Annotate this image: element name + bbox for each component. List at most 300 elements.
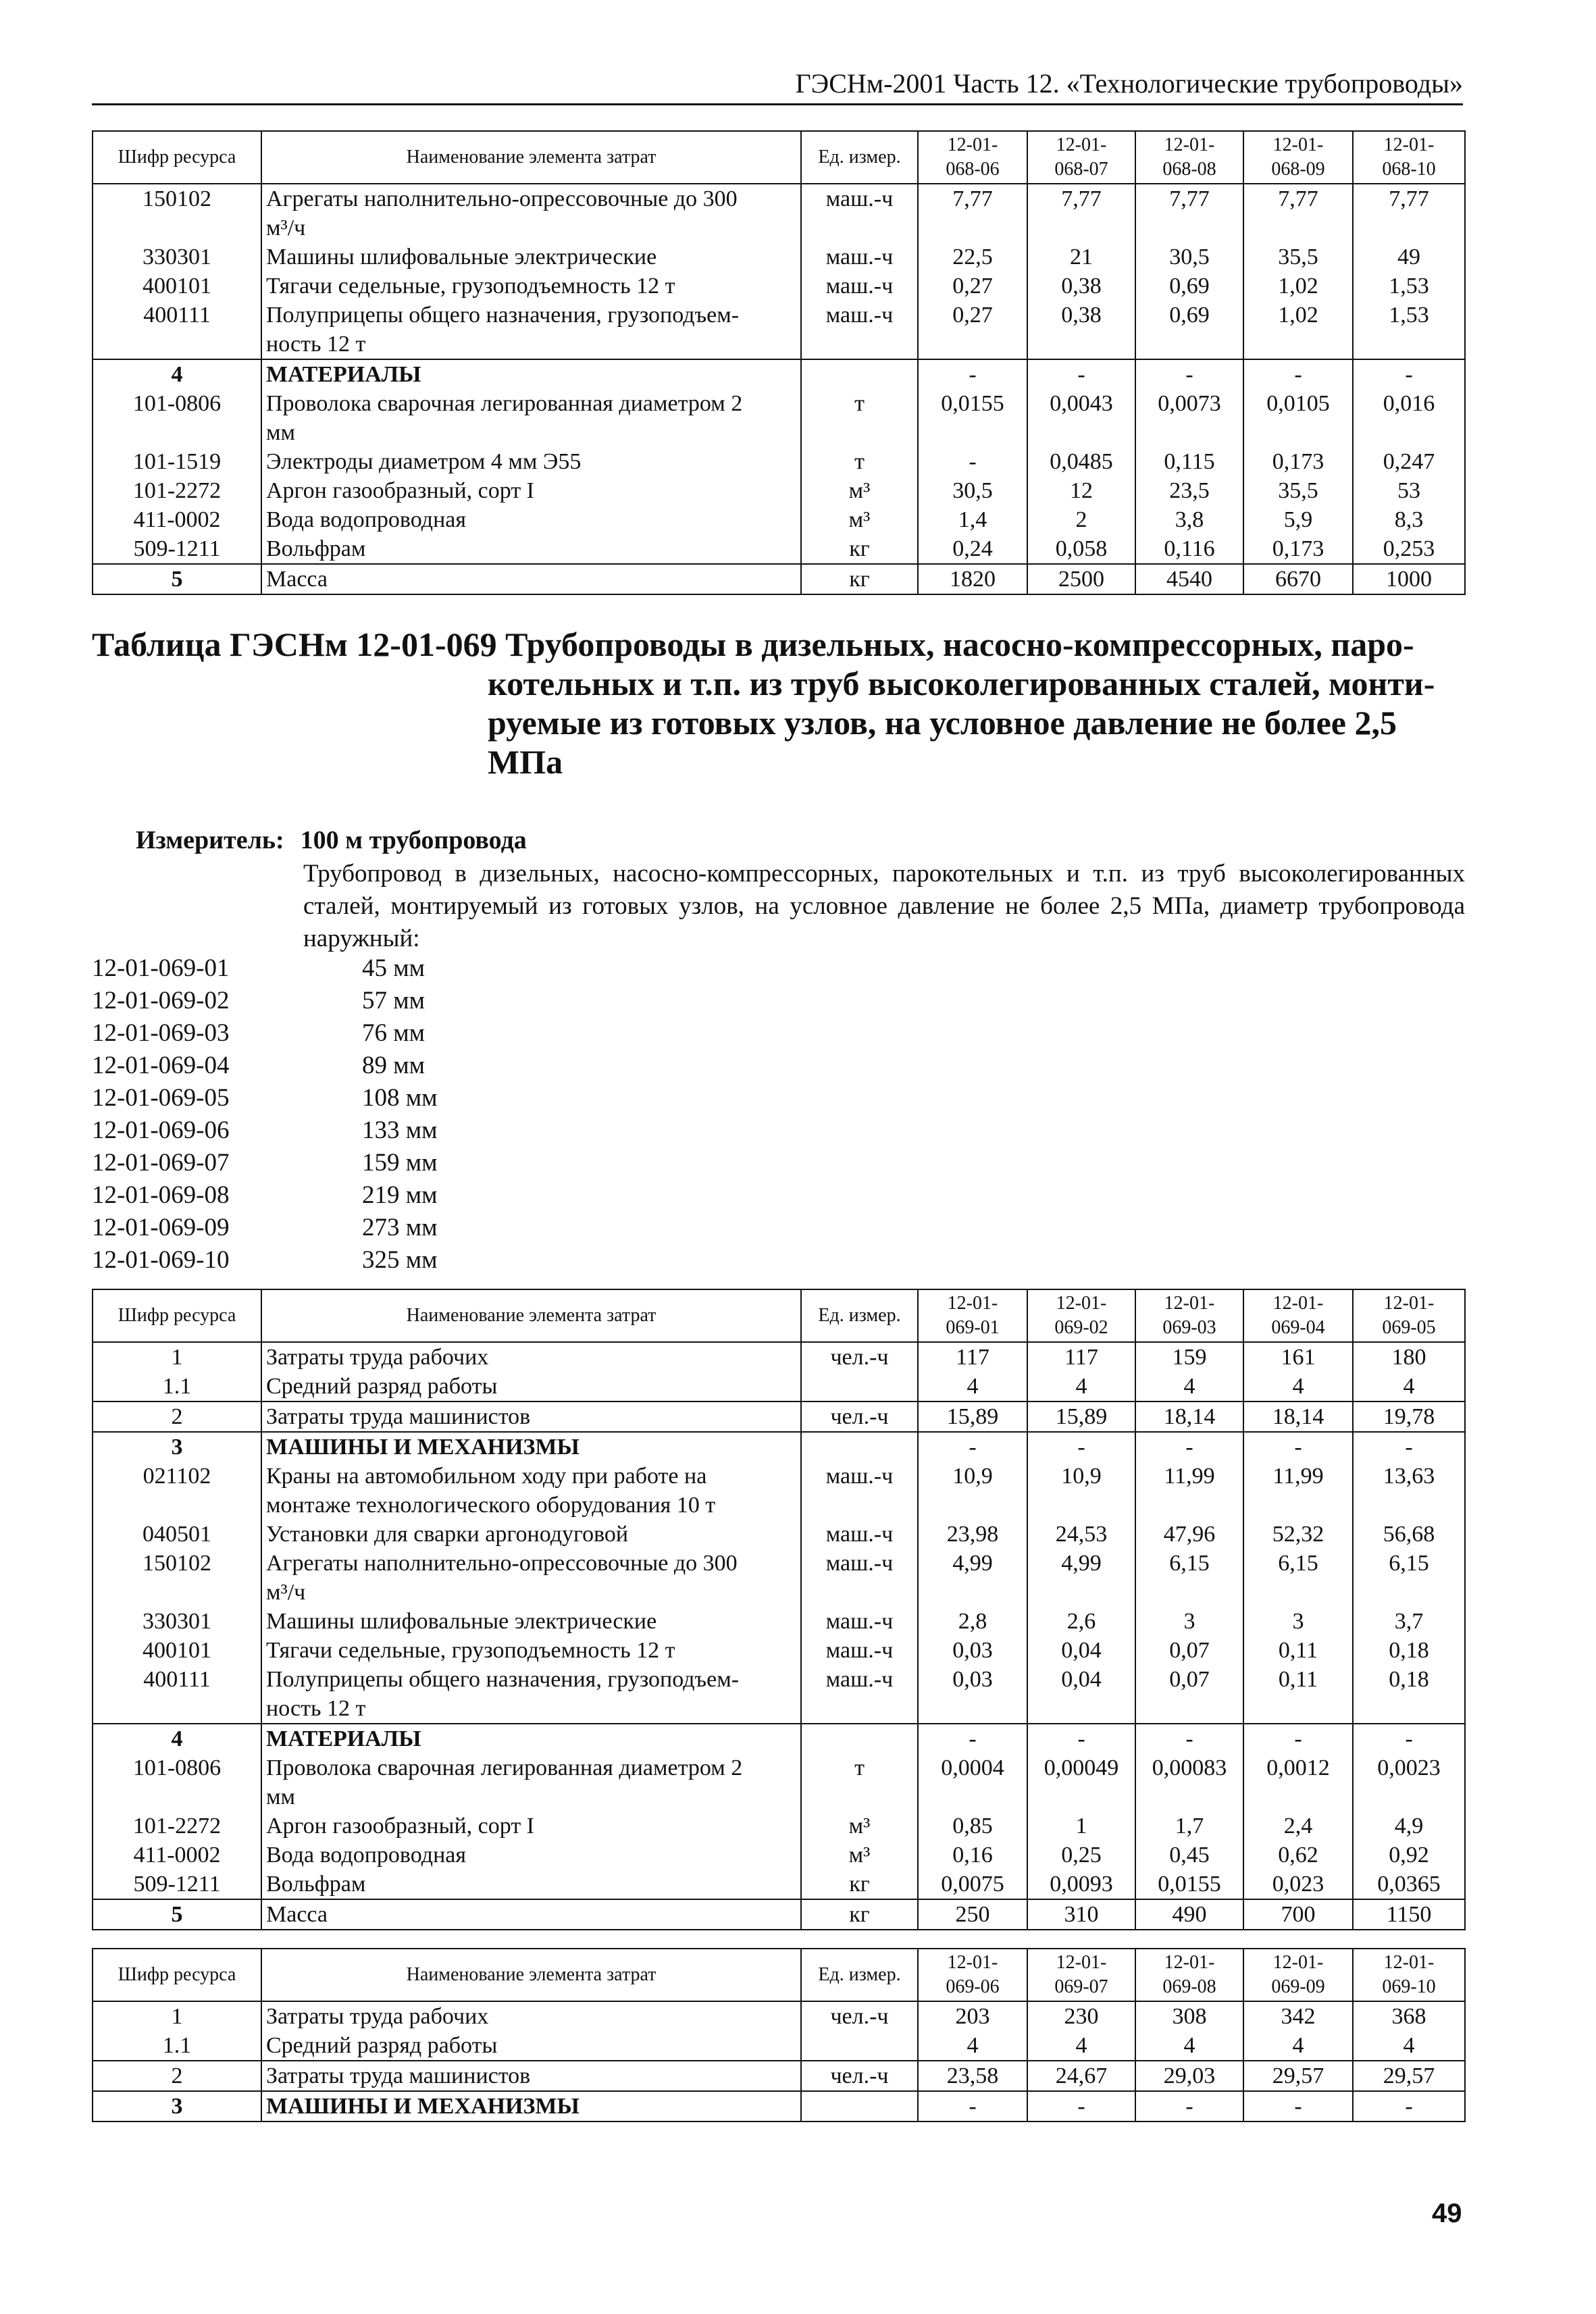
resource-table-068 [92, 130, 1466, 595]
value-cell: 0,247 [1353, 447, 1465, 476]
table-row [93, 534, 1465, 564]
resource-code: 509-1211 [93, 534, 261, 564]
table-row [93, 1342, 1465, 1372]
page-number: 49 [1432, 2199, 1462, 2228]
unit: маш.-ч [801, 184, 918, 242]
list-item [92, 1050, 438, 1082]
value-cell: 1,4 [918, 505, 1027, 534]
row-group [93, 1724, 1465, 1899]
table-row [93, 184, 1465, 242]
resource-name: Краны на автомобильном ходу при работе на монтаже технологического оборудования 10 т [261, 1462, 801, 1520]
value-cell: 0,27 [918, 272, 1027, 301]
value-cell: 21 [1027, 242, 1135, 272]
item-code: 12-01-069-01 [92, 954, 230, 982]
value-cell: - [1027, 1432, 1135, 1462]
unit: т [801, 389, 918, 447]
table-row [93, 2031, 1465, 2061]
item-code: 12-01-069-08 [92, 1181, 230, 1209]
value-cell: 47,96 [1135, 1520, 1243, 1549]
value-cell: - [1135, 359, 1243, 389]
value-cell: 0,24 [918, 534, 1027, 564]
column-header: 12-01- 069-09 [1243, 1949, 1353, 2001]
table-row [93, 1607, 1465, 1636]
row-group [93, 564, 1465, 594]
resource-name: Масса [261, 1899, 801, 1930]
value-cell: 11,99 [1135, 1462, 1243, 1520]
value-cell: 1,53 [1353, 301, 1465, 359]
value-cell: 23,5 [1135, 476, 1243, 505]
table-row [93, 1811, 1465, 1841]
row-group [93, 359, 1465, 564]
unit: чел.-ч [801, 1342, 918, 1372]
value-cell: 15,89 [1027, 1402, 1135, 1432]
item-diameter: 159 мм [362, 1149, 438, 1177]
value-cell: 11,99 [1243, 1462, 1353, 1520]
resource-name: Вода водопроводная [261, 1841, 801, 1870]
resource-code: 330301 [93, 1607, 261, 1636]
row-group [93, 1342, 1465, 1402]
value-cell: 1820 [918, 564, 1027, 594]
table-row [93, 1462, 1465, 1520]
column-header: 12-01- 069-06 [918, 1949, 1027, 2001]
table-row [93, 301, 1465, 359]
table-row [93, 564, 1465, 594]
value-cell: 19,78 [1353, 1402, 1465, 1432]
value-cell: 7,77 [1135, 184, 1243, 242]
value-cell: 3,7 [1353, 1607, 1465, 1636]
value-cell: 4 [1243, 1372, 1353, 1402]
column-header: Ед. измер. [801, 1949, 918, 2001]
column-header: 12-01- 069-01 [918, 1289, 1027, 1342]
column-header: 12-01- 068-10 [1353, 131, 1465, 184]
item-code: 12-01-069-07 [92, 1149, 230, 1177]
value-cell: - [1353, 2091, 1465, 2122]
value-cell: 35,5 [1243, 476, 1353, 505]
value-cell: 0,00083 [1135, 1753, 1243, 1811]
resource-name: МАШИНЫ И МЕХАНИЗМЫ [261, 2091, 801, 2122]
value-cell: 3 [1135, 1607, 1243, 1636]
resource-code: 330301 [93, 242, 261, 272]
resource-code: 101-0806 [93, 389, 261, 447]
value-cell: 24,67 [1027, 2061, 1135, 2091]
value-cell: 13,63 [1353, 1462, 1465, 1520]
value-cell: - [1243, 2091, 1353, 2122]
item-code: 12-01-069-10 [92, 1246, 230, 1274]
resource-code: 5 [93, 1899, 261, 1930]
resource-code: 2 [93, 1402, 261, 1432]
column-header: 12-01- 069-08 [1135, 1949, 1243, 2001]
resource-name: Машины шлифовальные электрические [261, 1607, 801, 1636]
value-cell: 117 [918, 1342, 1027, 1372]
unit [801, 1432, 918, 1462]
table-row [93, 447, 1465, 476]
value-cell: - [1027, 2091, 1135, 2122]
description: Трубопровод в дизельных, насосно-компрессорных, парокотельных и т.п. из труб высоколегированных сталей, монтируемый из готовых узлов, на условное давление не более 2,5 МПа, диаметр трубопровода наружный: [303, 860, 1465, 952]
value-cell: 159 [1135, 1342, 1243, 1372]
value-cell: 30,5 [1135, 242, 1243, 272]
value-cell: 0,0012 [1243, 1753, 1353, 1811]
table-row [93, 242, 1465, 272]
value-cell: 1,53 [1353, 272, 1465, 301]
unit: маш.-ч [801, 1549, 918, 1607]
value-cell: - [1353, 1432, 1465, 1462]
value-cell: 1000 [1353, 564, 1465, 594]
resource-name: Затраты труда рабочих [261, 2001, 801, 2031]
value-cell: 0,85 [918, 1811, 1027, 1841]
unit: м³ [801, 505, 918, 534]
resource-name: МАШИНЫ И МЕХАНИЗМЫ [261, 1432, 801, 1462]
table-row [93, 1520, 1465, 1549]
value-cell: - [1353, 1724, 1465, 1753]
value-cell: 2 [1027, 505, 1135, 534]
unit [801, 2031, 918, 2061]
resource-code: 1.1 [93, 2031, 261, 2061]
value-cell: 0,03 [918, 1636, 1027, 1665]
resource-code: 400101 [93, 1636, 261, 1665]
unit: маш.-ч [801, 1607, 918, 1636]
value-cell: 4 [918, 1372, 1027, 1402]
unit: маш.-ч [801, 1636, 918, 1665]
column-header: 12-01- 069-05 [1353, 1289, 1465, 1342]
resource-name: Затраты труда машинистов [261, 1402, 801, 1432]
table-row [93, 1372, 1465, 1402]
value-cell: 180 [1353, 1342, 1465, 1372]
column-header: 12-01- 068-09 [1243, 131, 1353, 184]
resource-code: 101-2272 [93, 1811, 261, 1841]
value-cell: 0,69 [1135, 272, 1243, 301]
value-cell: 56,68 [1353, 1520, 1465, 1549]
value-cell: 310 [1027, 1899, 1135, 1930]
table-row [93, 505, 1465, 534]
value-cell: 23,58 [918, 2061, 1027, 2091]
item-diameter: 76 мм [362, 1019, 426, 1047]
running-header: ГЭСНм-2001 Часть 12. «Технологические трубопроводы» [92, 68, 1463, 105]
value-cell: 29,57 [1353, 2061, 1465, 2091]
value-cell: 3 [1243, 1607, 1353, 1636]
table-header [93, 1289, 1465, 1342]
value-cell: 49 [1353, 242, 1465, 272]
table-row [93, 1841, 1465, 1870]
resource-name: Вольфрам [261, 1870, 801, 1899]
value-cell: 4,9 [1353, 1811, 1465, 1841]
value-cell: 0,0155 [918, 389, 1027, 447]
value-cell: 0,0023 [1353, 1753, 1465, 1811]
item-code: 12-01-069-09 [92, 1214, 230, 1241]
table-row [93, 2091, 1465, 2122]
column-header: Наименование элемента затрат [261, 131, 801, 184]
item-code: 12-01-069-05 [92, 1084, 230, 1112]
value-cell: 0,0093 [1027, 1870, 1135, 1899]
resource-name: Затраты труда машинистов [261, 2061, 801, 2091]
resource-code: 509-1211 [93, 1870, 261, 1899]
value-cell: - [1243, 1432, 1353, 1462]
resource-name: Проволока сварочная легированная диаметром 2 мм [261, 389, 801, 447]
unit [801, 1372, 918, 1402]
resource-name: Средний разряд работы [261, 2031, 801, 2061]
column-header: 12-01- 068-07 [1027, 131, 1135, 184]
item-diameter: 219 мм [362, 1181, 438, 1209]
title-line: Таблица ГЭСНм 12-01-069 Трубопроводы в дизельных, насосно-компрессорных, паро- [92, 625, 1414, 663]
table-row [93, 1432, 1465, 1462]
resource-name: МАТЕРИАЛЫ [261, 1724, 801, 1753]
column-header: 12-01- 069-04 [1243, 1289, 1353, 1342]
item-diameter: 273 мм [362, 1214, 438, 1241]
resource-code: 3 [93, 2091, 261, 2122]
section-title [92, 625, 1443, 781]
list-item [92, 1114, 438, 1147]
unit: маш.-ч [801, 1520, 918, 1549]
table-row [93, 389, 1465, 447]
table-header [93, 131, 1465, 184]
table-row [93, 476, 1465, 505]
value-cell: 22,5 [918, 242, 1027, 272]
value-cell: 0,0004 [918, 1753, 1027, 1811]
value-cell: 52,32 [1243, 1520, 1353, 1549]
value-cell: 10,9 [1027, 1462, 1135, 1520]
value-cell: - [1135, 1724, 1243, 1753]
unit [801, 2091, 918, 2122]
value-cell: 117 [1027, 1342, 1135, 1372]
resource-code: 101-1519 [93, 447, 261, 476]
resource-code: 1.1 [93, 1372, 261, 1402]
resource-name: Тягачи седельные, грузоподъемность 12 т [261, 1636, 801, 1665]
value-cell: 2,8 [918, 1607, 1027, 1636]
value-cell: 0,0105 [1243, 389, 1353, 447]
title-line: котельных и т.п. из труб высоколегированных сталей, монти- [488, 665, 1435, 702]
value-cell: 1150 [1353, 1899, 1465, 1930]
resource-code: 3 [93, 1432, 261, 1462]
value-cell: 4540 [1135, 564, 1243, 594]
resource-name: Тягачи седельные, грузоподъемность 12 т [261, 272, 801, 301]
value-cell: 0,62 [1243, 1841, 1353, 1870]
value-cell: - [1135, 2091, 1243, 2122]
resource-code: 040501 [93, 1520, 261, 1549]
table-row [93, 1549, 1465, 1607]
value-cell: 0,25 [1027, 1841, 1135, 1870]
table-row [93, 1870, 1465, 1899]
unit: кг [801, 1899, 918, 1930]
resource-code: 101-2272 [93, 476, 261, 505]
value-cell: 490 [1135, 1899, 1243, 1930]
value-cell: 0,07 [1135, 1636, 1243, 1665]
unit: маш.-ч [801, 1665, 918, 1724]
value-cell: 0,18 [1353, 1636, 1465, 1665]
resource-name: Средний разряд работы [261, 1372, 801, 1402]
value-cell: 15,89 [918, 1402, 1027, 1432]
value-cell: - [1353, 359, 1465, 389]
value-cell: - [918, 359, 1027, 389]
title-line: МПа [488, 743, 563, 781]
resource-code: 101-0806 [93, 1753, 261, 1811]
value-cell: 0,69 [1135, 301, 1243, 359]
unit: чел.-ч [801, 1402, 918, 1432]
resource-name: Затраты труда рабочих [261, 1342, 801, 1372]
value-cell: 0,38 [1027, 272, 1135, 301]
item-diameter: 45 мм [362, 954, 426, 982]
unit: м³ [801, 1841, 918, 1870]
resource-name: Вольфрам [261, 534, 801, 564]
diameter-list [92, 952, 438, 1277]
value-cell: 0,023 [1243, 1870, 1353, 1899]
value-cell: 4,99 [1027, 1549, 1135, 1607]
header-row [93, 1949, 1465, 2001]
value-cell: 0,173 [1243, 534, 1353, 564]
table-row [93, 1753, 1465, 1811]
value-cell: 53 [1353, 476, 1465, 505]
value-cell: 4 [1353, 2031, 1465, 2061]
measure-label: Измеритель: [136, 826, 284, 854]
value-cell: - [1135, 1432, 1243, 1462]
value-cell: 6670 [1243, 564, 1353, 594]
value-cell: 4 [918, 2031, 1027, 2061]
value-cell: 0,016 [1353, 389, 1465, 447]
unit: м³ [801, 1811, 918, 1841]
column-header: Шифр ресурса [93, 1289, 261, 1342]
value-cell: 368 [1353, 2001, 1465, 2031]
resource-code: 400111 [93, 1665, 261, 1724]
item-code: 12-01-069-06 [92, 1116, 230, 1144]
item-code: 12-01-069-02 [92, 987, 230, 1014]
item-diameter: 57 мм [362, 987, 426, 1014]
value-cell: 0,11 [1243, 1665, 1353, 1724]
row-group [93, 2091, 1465, 2122]
unit [801, 1724, 918, 1753]
resource-code: 021102 [93, 1462, 261, 1520]
value-cell: 0,0043 [1027, 389, 1135, 447]
value-cell: 4 [1135, 2031, 1243, 2061]
unit: кг [801, 1870, 918, 1899]
resource-code: 400111 [93, 301, 261, 359]
value-cell: 0,04 [1027, 1665, 1135, 1724]
resource-name: Проволока сварочная легированная диаметром 2 мм [261, 1753, 801, 1811]
value-cell: 308 [1135, 2001, 1243, 2031]
value-cell: 0,0485 [1027, 447, 1135, 476]
value-cell: 161 [1243, 1342, 1353, 1372]
value-cell: 23,98 [918, 1520, 1027, 1549]
value-cell: 10,9 [918, 1462, 1027, 1520]
value-cell: 29,57 [1243, 2061, 1353, 2091]
value-cell: 0,00049 [1027, 1753, 1135, 1811]
value-cell: 5,9 [1243, 505, 1353, 534]
resource-code: 1 [93, 1342, 261, 1372]
value-cell: 0,253 [1353, 534, 1465, 564]
list-item [92, 952, 438, 985]
value-cell: 700 [1243, 1899, 1353, 1930]
value-cell: 4 [1243, 2031, 1353, 2061]
table-row [93, 2001, 1465, 2031]
row-group [93, 1432, 1465, 1724]
value-cell: 0,18 [1353, 1665, 1465, 1724]
unit: маш.-ч [801, 272, 918, 301]
column-header: Наименование элемента затрат [261, 1949, 801, 2001]
value-cell: 4 [1353, 1372, 1465, 1402]
value-cell: 0,0075 [918, 1870, 1027, 1899]
value-cell: 1,7 [1135, 1811, 1243, 1841]
resource-code: 4 [93, 1724, 261, 1753]
resource-name: Полуприцепы общего назначения, грузоподъем- ность 12 т [261, 301, 801, 359]
resource-name: Агрегаты наполнительно-опрессовочные до 300 м³/ч [261, 1549, 801, 1607]
value-cell: 4,99 [918, 1549, 1027, 1607]
value-cell: - [1243, 359, 1353, 389]
table-row [93, 1402, 1465, 1432]
resource-code: 150102 [93, 1549, 261, 1607]
value-cell: 8,3 [1353, 505, 1465, 534]
resource-name: Установки для сварки аргонодуговой [261, 1520, 801, 1549]
value-cell: 0,38 [1027, 301, 1135, 359]
value-cell: 0,0365 [1353, 1870, 1465, 1899]
value-cell: 1,02 [1243, 272, 1353, 301]
value-cell: 2,6 [1027, 1607, 1135, 1636]
value-cell: 0,0155 [1135, 1870, 1243, 1899]
item-diameter: 89 мм [362, 1052, 426, 1079]
resource-code: 150102 [93, 184, 261, 242]
value-cell: 342 [1243, 2001, 1353, 2031]
value-cell: 18,14 [1135, 1402, 1243, 1432]
resource-table-069-01-05 [92, 1289, 1466, 1930]
unit: маш.-ч [801, 242, 918, 272]
header-row [93, 131, 1465, 184]
value-cell: - [918, 447, 1027, 476]
resource-code: 411-0002 [93, 1841, 261, 1870]
value-cell: - [918, 1724, 1027, 1753]
resource-name: Аргон газообразный, сорт I [261, 476, 801, 505]
table-row [93, 359, 1465, 389]
table-header [93, 1949, 1465, 2001]
unit: маш.-ч [801, 301, 918, 359]
unit [801, 359, 918, 389]
value-cell: 12 [1027, 476, 1135, 505]
value-cell: 0,058 [1027, 534, 1135, 564]
column-header: 12-01- 069-10 [1353, 1949, 1465, 2001]
resource-code: 5 [93, 564, 261, 594]
value-cell: - [1027, 359, 1135, 389]
column-header: Ед. измер. [801, 131, 918, 184]
value-cell: 0,16 [918, 1841, 1027, 1870]
value-cell: 29,03 [1135, 2061, 1243, 2091]
unit: т [801, 1753, 918, 1811]
table-row [93, 2061, 1465, 2091]
value-cell: 18,14 [1243, 1402, 1353, 1432]
measure [136, 825, 527, 855]
table-row [93, 1665, 1465, 1724]
resource-name: Аргон газообразный, сорт I [261, 1811, 801, 1841]
value-cell: - [1243, 1724, 1353, 1753]
value-cell: 4 [1027, 1372, 1135, 1402]
resource-code: 1 [93, 2001, 261, 2031]
item-code: 12-01-069-03 [92, 1019, 230, 1047]
value-cell: 35,5 [1243, 242, 1353, 272]
row-group [93, 2061, 1465, 2091]
column-header: Шифр ресурса [93, 1949, 261, 2001]
table-row [93, 1636, 1465, 1665]
value-cell: 4 [1027, 2031, 1135, 2061]
value-cell: 2500 [1027, 564, 1135, 594]
list-item [92, 1212, 438, 1244]
column-header: 12-01- 069-02 [1027, 1289, 1135, 1342]
value-cell: 203 [918, 2001, 1027, 2031]
resource-code: 400101 [93, 272, 261, 301]
list-item [92, 985, 438, 1017]
resource-name: Масса [261, 564, 801, 594]
resource-name: Агрегаты наполнительно-опрессовочные до 300 м³/ч [261, 184, 801, 242]
value-cell: 6,15 [1353, 1549, 1465, 1607]
resource-name: МАТЕРИАЛЫ [261, 359, 801, 389]
unit: кг [801, 534, 918, 564]
value-cell: 250 [918, 1899, 1027, 1930]
item-diameter: 325 мм [362, 1246, 438, 1274]
column-header: 12-01- 068-08 [1135, 131, 1243, 184]
resource-code: 411-0002 [93, 505, 261, 534]
